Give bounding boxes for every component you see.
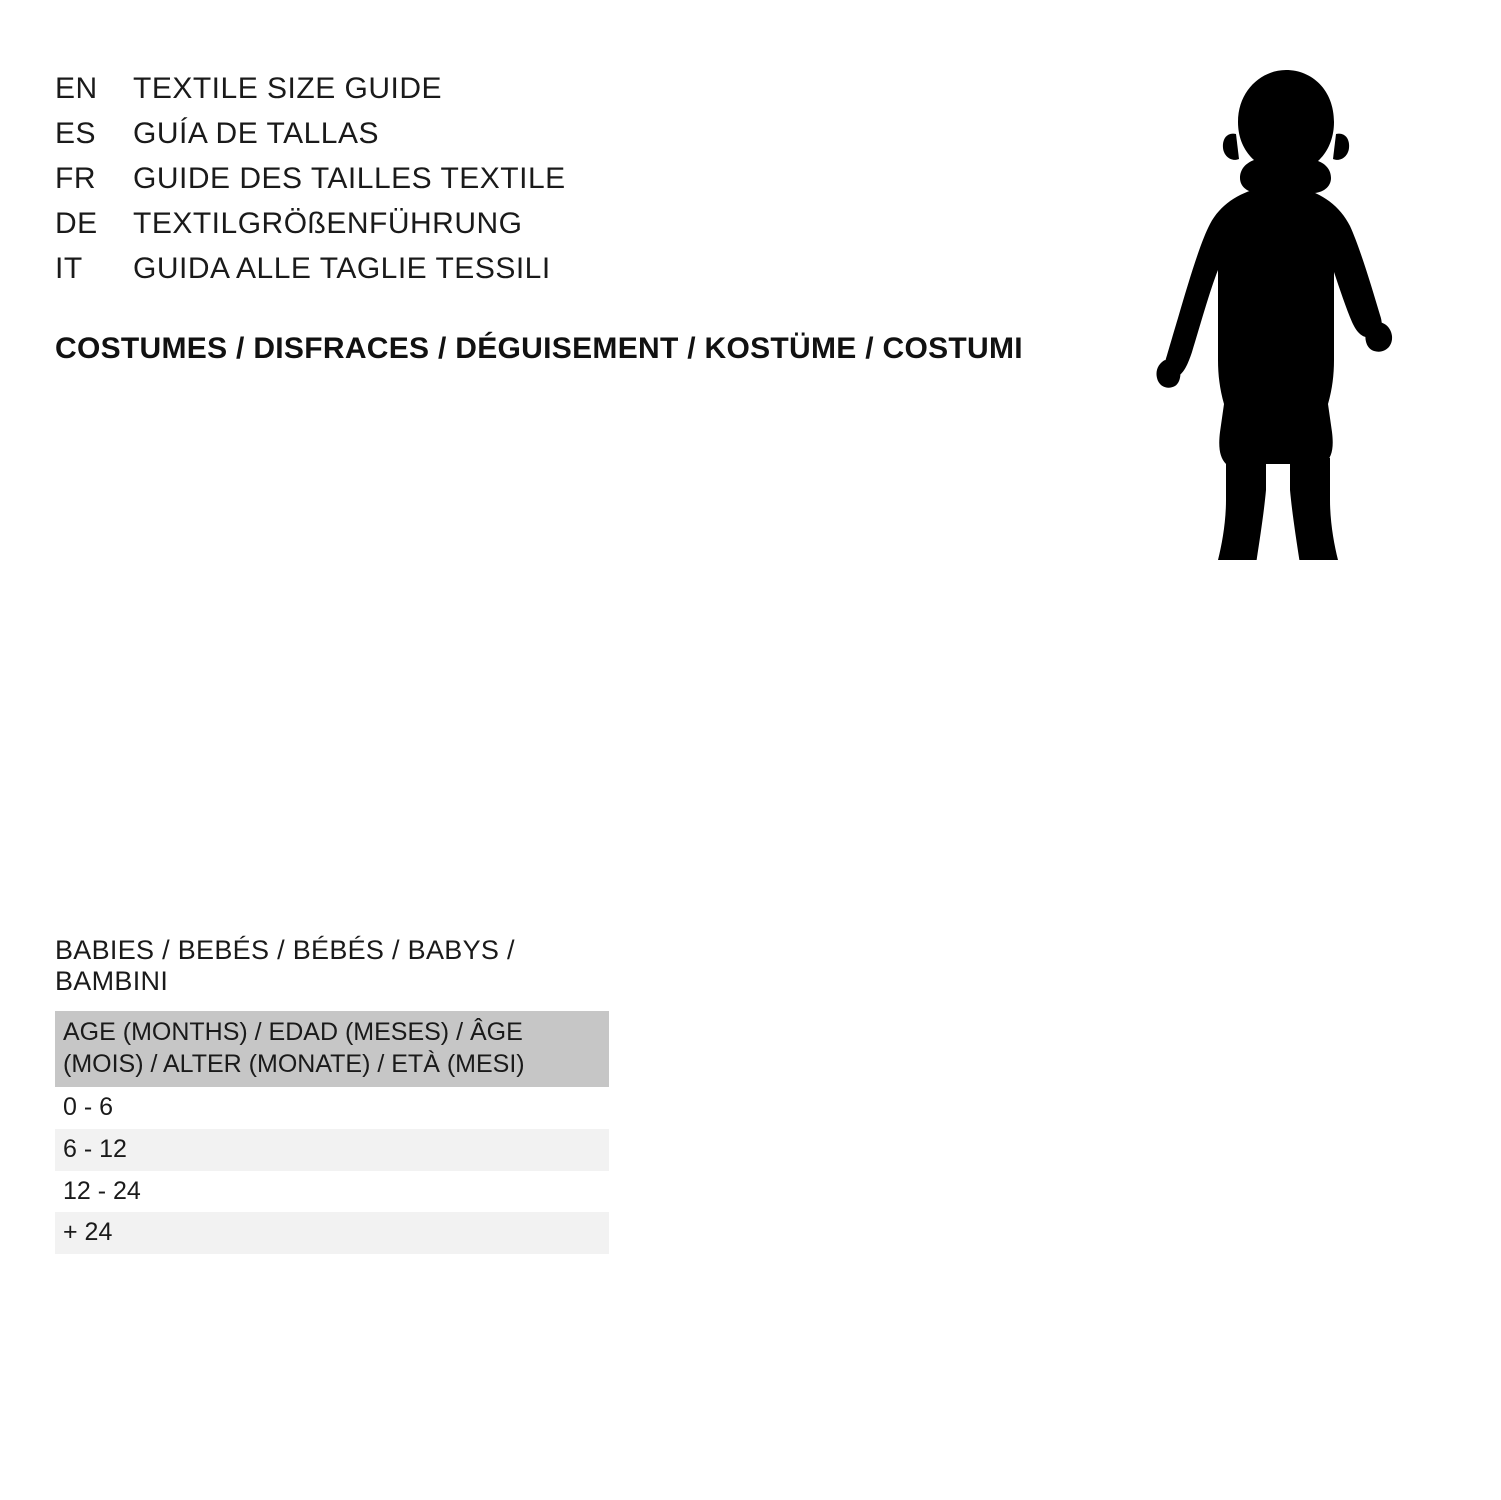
- size-table-section: [55, 935, 615, 1254]
- table-row: [55, 1171, 609, 1213]
- language-code-it: IT: [55, 252, 83, 285]
- language-row-de: [55, 207, 1055, 252]
- language-text-fr: GUIDE DES TAILLES TEXTILE: [133, 162, 566, 195]
- table-header-row: [55, 1011, 609, 1087]
- category-heading: COSTUMES / DISFRACES / DÉGUISEMENT / KOSTÜME / COSTUMI: [55, 332, 1023, 365]
- cell-age-range: 0 - 6: [55, 1087, 609, 1129]
- language-text-en: TEXTILE SIZE GUIDE: [133, 72, 443, 105]
- size-table: [55, 1011, 609, 1254]
- language-text-de: TEXTILGRÖßENFÜHRUNG: [133, 207, 523, 240]
- language-code-de: DE: [55, 207, 98, 240]
- language-code-es: ES: [55, 117, 97, 150]
- table-row: [55, 1087, 609, 1129]
- language-list: [55, 72, 1055, 297]
- cell-age-range: 12 - 24: [55, 1171, 609, 1213]
- toddler-silhouette-icon: [1110, 60, 1440, 560]
- language-row-es: [55, 117, 1055, 162]
- language-row-fr: [55, 162, 1055, 207]
- table-row: [55, 1129, 609, 1171]
- cell-age-range: + 24: [55, 1212, 609, 1254]
- size-table-title: BABIES / BEBÉS / BÉBÉS / BABYS / BAMBINI: [55, 935, 515, 996]
- cell-age-range: 6 - 12: [55, 1129, 609, 1171]
- language-text-es: GUÍA DE TALLAS: [133, 117, 379, 150]
- table-row: [55, 1212, 609, 1254]
- language-row-en: [55, 72, 1055, 117]
- language-text-it: GUIDA ALLE TAGLIE TESSILI: [133, 252, 551, 285]
- language-row-it: [55, 252, 1055, 297]
- column-header-age: AGE (MONTHS) / EDAD (MESES) / ÂGE (MOIS) / ALTER (MONATE) / ETÀ (MESI): [55, 1011, 609, 1087]
- language-code-fr: FR: [55, 162, 96, 195]
- language-code-en: EN: [55, 72, 98, 105]
